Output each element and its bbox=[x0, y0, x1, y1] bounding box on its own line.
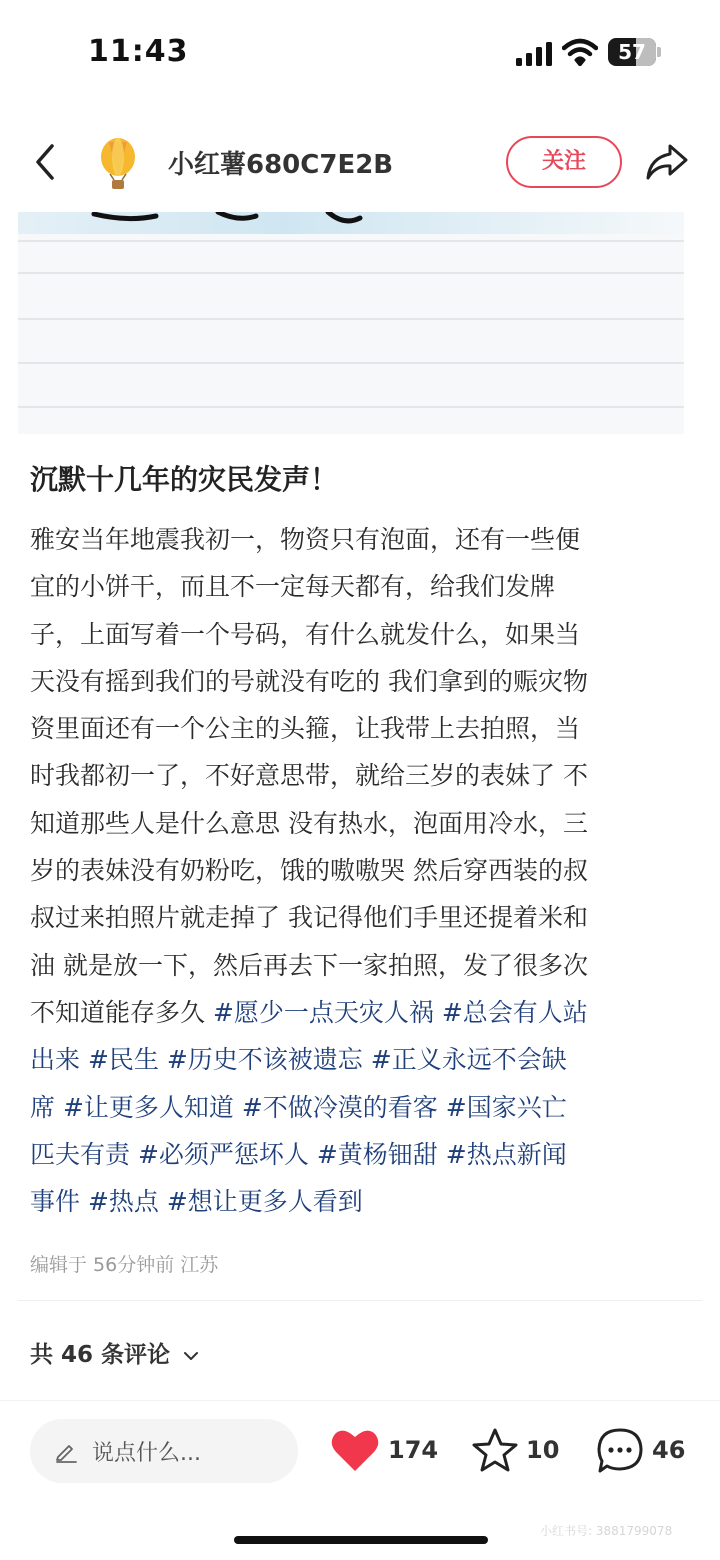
post-text: 油 就是放一下，然后再去下一家拍照，发了很多次 bbox=[30, 950, 588, 980]
watermark: 小红书号: 3881799078 bbox=[540, 1524, 673, 1538]
hashtag-link[interactable]: 匹夫有责 bbox=[30, 1139, 138, 1169]
battery-icon bbox=[608, 38, 656, 66]
hashtag-link[interactable]: #让更多人知道 bbox=[62, 1092, 242, 1122]
comments-summary[interactable] bbox=[30, 1336, 198, 1369]
follow-button[interactable]: 关注 bbox=[506, 136, 622, 188]
post-line bbox=[30, 1084, 685, 1131]
hashtag-link[interactable]: #不做冷漠的看客 bbox=[241, 1092, 446, 1122]
author-avatar[interactable] bbox=[94, 136, 142, 190]
post-line bbox=[30, 894, 685, 941]
collect-count: 10 bbox=[526, 1436, 560, 1464]
back-arrow-icon[interactable] bbox=[28, 140, 64, 184]
comment-button[interactable] bbox=[596, 1427, 696, 1475]
status-bar bbox=[0, 0, 720, 100]
post-title: 沉默十几年的灾民发声！ bbox=[30, 463, 339, 496]
like-button[interactable] bbox=[330, 1427, 440, 1475]
edit-meta: 编辑于 56分钟前 江苏 bbox=[30, 1254, 219, 1276]
heart-icon bbox=[330, 1427, 380, 1473]
post-text: 宜的小饼干，而且不一定每天都有，给我们发牌 bbox=[30, 572, 556, 602]
share-icon[interactable] bbox=[644, 140, 690, 182]
hashtag-link[interactable]: #国家兴亡 bbox=[445, 1092, 567, 1122]
post-line bbox=[30, 1036, 685, 1083]
hashtag-link[interactable]: 事件 bbox=[30, 1187, 88, 1217]
chevron-down-icon bbox=[184, 1351, 198, 1361]
comments-count-label: 共 46 条评论 bbox=[30, 1342, 171, 1368]
divider bbox=[18, 1300, 702, 1301]
post-text: 叔过来拍照片就走掉了 我记得他们手里还提着米和 bbox=[30, 903, 588, 933]
post-line bbox=[30, 752, 685, 799]
post-line bbox=[30, 1178, 685, 1225]
post-line bbox=[30, 611, 685, 658]
bottom-action-bar bbox=[0, 1400, 720, 1501]
post-text: 岁的表妹没有奶粉吃，饿的嗷嗷哭 然后穿西装的叔 bbox=[30, 856, 588, 886]
post-line bbox=[30, 1131, 685, 1178]
hashtag-link[interactable]: #热点 bbox=[87, 1187, 167, 1217]
hashtag-link[interactable]: 出来 bbox=[30, 1045, 88, 1075]
pencil-icon bbox=[54, 1439, 78, 1463]
post-line bbox=[30, 942, 685, 989]
hashtag-link[interactable]: #总会有人站 bbox=[441, 997, 588, 1027]
image-ink-strokes bbox=[88, 212, 388, 228]
battery-level: 57 bbox=[618, 40, 646, 64]
hashtag-link[interactable]: #想让更多人看到 bbox=[166, 1187, 363, 1217]
hashtag-link[interactable]: #愿少一点天灾人祸 bbox=[212, 997, 442, 1027]
collect-button[interactable] bbox=[470, 1427, 570, 1475]
wifi-icon bbox=[562, 38, 598, 66]
post-text: 不知道能存多久 bbox=[30, 997, 213, 1027]
post-line bbox=[30, 847, 685, 894]
post-line bbox=[30, 989, 685, 1036]
like-count: 174 bbox=[388, 1436, 439, 1464]
post-text: 子，上面写着一个号码，有什么就发什么，如果当 bbox=[30, 619, 581, 649]
star-icon bbox=[470, 1427, 520, 1475]
post-line bbox=[30, 705, 685, 752]
author-name[interactable]: 小红薯680C7E2B bbox=[168, 150, 394, 180]
comment-bubble-icon bbox=[596, 1427, 644, 1475]
post-line bbox=[30, 563, 685, 610]
post-line bbox=[30, 658, 685, 705]
post-image[interactable] bbox=[18, 212, 684, 434]
hashtag-link[interactable]: #热点新闻 bbox=[445, 1139, 567, 1169]
hashtag-link[interactable]: #黄杨钿甜 bbox=[316, 1139, 446, 1169]
post-text: 时我都初一了，不好意思带，就给三岁的表妹了 不 bbox=[30, 761, 588, 791]
post-line bbox=[30, 800, 685, 847]
comment-placeholder: 说点什么... bbox=[92, 1441, 201, 1466]
battery-cap bbox=[657, 47, 661, 57]
post-header bbox=[0, 120, 720, 210]
post-text: 资里面还有一个公主的头箍，让我带上去拍照，当 bbox=[30, 714, 581, 744]
hashtag-link[interactable]: #正义永远不会缺 bbox=[370, 1045, 567, 1075]
post-text: 天没有摇到我们的号就没有吃的 我们拿到的赈灾物 bbox=[30, 666, 588, 696]
hashtag-link[interactable]: #民生 bbox=[87, 1045, 167, 1075]
comment-count: 46 bbox=[652, 1436, 686, 1464]
cellular-signal-icon bbox=[516, 42, 554, 66]
comment-input[interactable] bbox=[30, 1419, 298, 1483]
post-text: 雅安当年地震我初一，物资只有泡面，还有一些便 bbox=[30, 525, 581, 554]
post-text: 知道那些人是什么意思 没有热水，泡面用冷水，三 bbox=[30, 808, 588, 838]
hashtag-link[interactable]: #必须严惩坏人 bbox=[137, 1139, 317, 1169]
home-indicator[interactable] bbox=[234, 1536, 488, 1544]
post-line bbox=[30, 516, 685, 563]
hashtag-link[interactable]: #历史不该被遗忘 bbox=[166, 1045, 371, 1075]
hashtag-link[interactable]: 席 bbox=[30, 1092, 63, 1122]
post-body bbox=[30, 516, 685, 1225]
status-time: 11:43 bbox=[88, 34, 189, 69]
